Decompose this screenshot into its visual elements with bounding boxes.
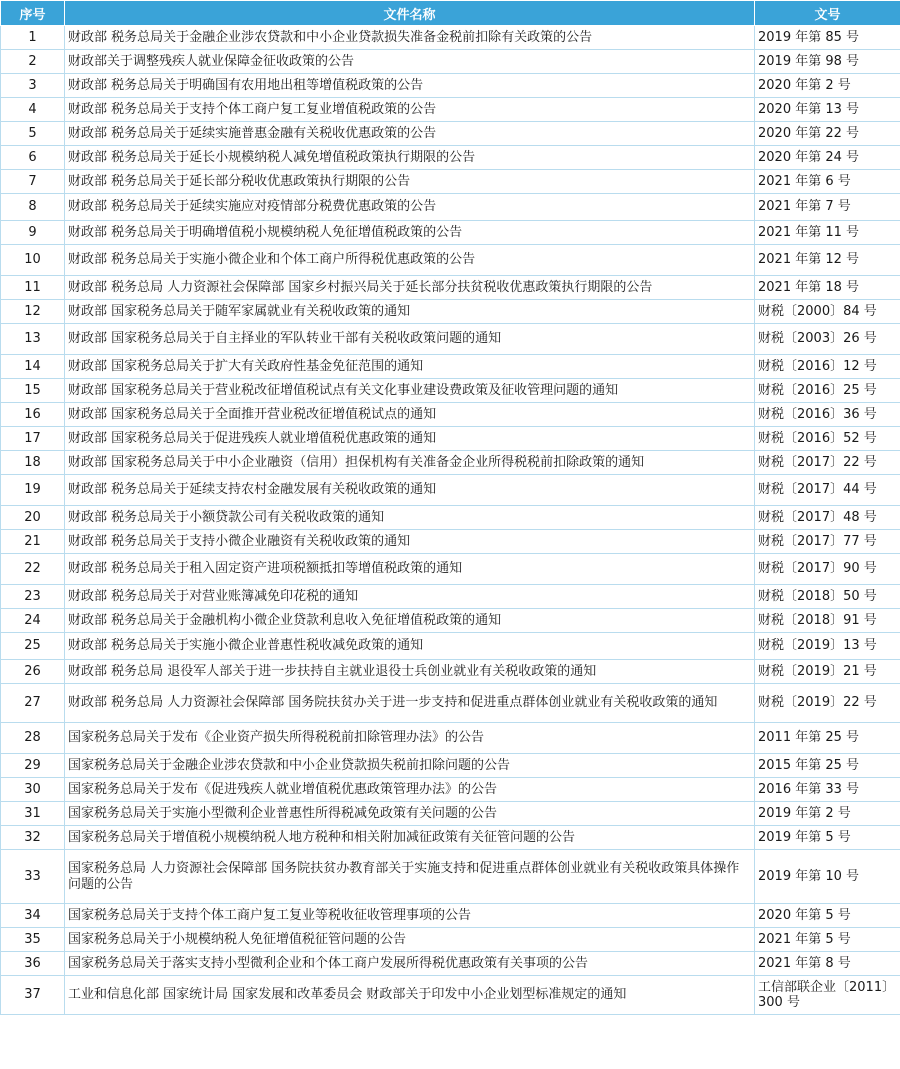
- row-document-number: 财税〔2003〕26 号: [755, 324, 900, 355]
- table-row: [1, 754, 900, 778]
- row-serial-number: 21: [1, 530, 65, 554]
- row-document-name: 财政部关于调整残疾人就业保障金征收政策的公告: [65, 50, 755, 74]
- row-document-number: 2020 年第 5 号: [755, 904, 900, 928]
- row-serial-number: 19: [1, 475, 65, 506]
- row-document-number: 财税〔2016〕12 号: [755, 355, 900, 379]
- row-serial-number: 8: [1, 194, 65, 221]
- row-document-name: 财政部 税务总局关于明确增值税小规模纳税人免征增值税政策的公告: [65, 221, 755, 245]
- table-row: [1, 194, 900, 221]
- row-serial-number: 7: [1, 170, 65, 194]
- row-document-name: 财政部 税务总局关于实施小微企业普惠性税收减免政策的通知: [65, 633, 755, 660]
- row-document-number: 财税〔2017〕77 号: [755, 530, 900, 554]
- row-document-number: 2019 年第 98 号: [755, 50, 900, 74]
- row-document-number: 财税〔2017〕22 号: [755, 451, 900, 475]
- table-row: [1, 633, 900, 660]
- row-serial-number: 15: [1, 379, 65, 403]
- row-document-name: 财政部 税务总局关于明确国有农用地出租等增值税政策的公告: [65, 74, 755, 98]
- row-document-name: 财政部 税务总局关于支持个体工商户复工复业增值税政策的公告: [65, 98, 755, 122]
- row-serial-number: 16: [1, 403, 65, 427]
- row-serial-number: 23: [1, 585, 65, 609]
- row-serial-number: 24: [1, 609, 65, 633]
- table-row: [1, 98, 900, 122]
- table-row: [1, 427, 900, 451]
- row-document-name: 财政部 税务总局关于支持小微企业融资有关税收政策的通知: [65, 530, 755, 554]
- row-serial-number: 9: [1, 221, 65, 245]
- row-document-number: 2016 年第 33 号: [755, 778, 900, 802]
- row-document-name: 财政部 税务总局关于小额贷款公司有关税收政策的通知: [65, 506, 755, 530]
- row-document-name: 财政部 税务总局关于延续实施普惠金融有关税收优惠政策的公告: [65, 122, 755, 146]
- row-document-name: 国家税务总局关于实施小型微利企业普惠性所得税减免政策有关问题的公告: [65, 802, 755, 826]
- row-serial-number: 20: [1, 506, 65, 530]
- row-document-name: 工业和信息化部 国家统计局 国家发展和改革委员会 财政部关于印发中小企业划型标准规定的通知: [65, 976, 755, 1015]
- table-row: [1, 245, 900, 276]
- row-document-number: 2021 年第 5 号: [755, 928, 900, 952]
- row-serial-number: 5: [1, 122, 65, 146]
- row-document-number: 财税〔2016〕25 号: [755, 379, 900, 403]
- table-row: [1, 904, 900, 928]
- row-serial-number: 30: [1, 778, 65, 802]
- row-document-name: 财政部 国家税务总局关于促进残疾人就业增值税优惠政策的通知: [65, 427, 755, 451]
- row-document-number: 2019 年第 85 号: [755, 26, 900, 50]
- table-row: [1, 74, 900, 98]
- row-serial-number: 14: [1, 355, 65, 379]
- row-document-name: 财政部 国家税务总局关于扩大有关政府性基金免征范围的通知: [65, 355, 755, 379]
- table-row: [1, 802, 900, 826]
- row-document-number: 财税〔2017〕44 号: [755, 475, 900, 506]
- row-serial-number: 32: [1, 826, 65, 850]
- header-serial-number: 序号: [1, 1, 65, 26]
- row-document-name: 国家税务总局关于发布《企业资产损失所得税税前扣除管理办法》的公告: [65, 723, 755, 754]
- row-document-number: 财税〔2016〕52 号: [755, 427, 900, 451]
- row-document-name: 财政部 国家税务总局关于全面推开营业税改征增值税试点的通知: [65, 403, 755, 427]
- header-document-number: 文号: [755, 1, 900, 26]
- table-row: [1, 26, 900, 50]
- table-body: [1, 26, 900, 1015]
- table-row: [1, 122, 900, 146]
- row-serial-number: 13: [1, 324, 65, 355]
- table-header-row: [1, 1, 900, 26]
- table-row: [1, 379, 900, 403]
- row-document-number: 财税〔2017〕48 号: [755, 506, 900, 530]
- table-row: [1, 684, 900, 723]
- row-document-name: 财政部 国家税务总局关于营业税改征增值税试点有关文化事业建设费政策及征收管理问题的通知: [65, 379, 755, 403]
- table-row: [1, 976, 900, 1015]
- table-row: [1, 723, 900, 754]
- row-serial-number: 12: [1, 300, 65, 324]
- table-row: [1, 585, 900, 609]
- row-document-number: 2020 年第 13 号: [755, 98, 900, 122]
- row-document-name: 国家税务总局关于小规模纳税人免征增值税征管问题的公告: [65, 928, 755, 952]
- row-serial-number: 31: [1, 802, 65, 826]
- row-document-name: 财政部 国家税务总局关于中小企业融资（信用）担保机构有关准备金企业所得税税前扣除政策的通知: [65, 451, 755, 475]
- header-document-name: 文件名称: [65, 1, 755, 26]
- row-document-number: 2021 年第 8 号: [755, 952, 900, 976]
- row-serial-number: 37: [1, 976, 65, 1015]
- table-row: [1, 324, 900, 355]
- row-serial-number: 33: [1, 850, 65, 904]
- row-serial-number: 4: [1, 98, 65, 122]
- row-document-name: 财政部 税务总局 人力资源社会保障部 国家乡村振兴局关于延长部分扶贫税收优惠政策执行期限的公告: [65, 276, 755, 300]
- row-document-number: 财税〔2019〕21 号: [755, 660, 900, 684]
- row-document-name: 财政部 税务总局 人力资源社会保障部 国务院扶贫办关于进一步支持和促进重点群体创业就业有关税收政策的通知: [65, 684, 755, 723]
- row-document-number: 2021 年第 12 号: [755, 245, 900, 276]
- row-serial-number: 11: [1, 276, 65, 300]
- row-document-name: 国家税务总局 人力资源社会保障部 国务院扶贫办教育部关于实施支持和促进重点群体创业就业有关税收政策具体操作问题的公告: [65, 850, 755, 904]
- row-document-number: 2021 年第 7 号: [755, 194, 900, 221]
- table-row: [1, 660, 900, 684]
- row-serial-number: 1: [1, 26, 65, 50]
- table-row: [1, 778, 900, 802]
- row-serial-number: 25: [1, 633, 65, 660]
- row-document-number: 2021 年第 6 号: [755, 170, 900, 194]
- row-document-number: 工信部联企业〔2011〕300 号: [755, 976, 900, 1015]
- row-document-number: 财税〔2018〕50 号: [755, 585, 900, 609]
- table-row: [1, 928, 900, 952]
- table-row: [1, 300, 900, 324]
- row-serial-number: 17: [1, 427, 65, 451]
- row-serial-number: 18: [1, 451, 65, 475]
- row-document-number: 财税〔2019〕13 号: [755, 633, 900, 660]
- row-serial-number: 3: [1, 74, 65, 98]
- row-document-number: 2019 年第 2 号: [755, 802, 900, 826]
- row-serial-number: 26: [1, 660, 65, 684]
- row-document-number: 2020 年第 2 号: [755, 74, 900, 98]
- row-document-name: 国家税务总局关于金融企业涉农贷款和中小企业贷款损失税前扣除问题的公告: [65, 754, 755, 778]
- row-document-number: 2021 年第 11 号: [755, 221, 900, 245]
- row-document-name: 财政部 税务总局关于延续支持农村金融发展有关税收政策的通知: [65, 475, 755, 506]
- table-row: [1, 475, 900, 506]
- row-serial-number: 22: [1, 554, 65, 585]
- row-document-number: 2015 年第 25 号: [755, 754, 900, 778]
- table-row: [1, 850, 900, 904]
- row-document-number: 财税〔2019〕22 号: [755, 684, 900, 723]
- row-serial-number: 6: [1, 146, 65, 170]
- row-document-name: 财政部 税务总局关于延长部分税收优惠政策执行期限的公告: [65, 170, 755, 194]
- table-row: [1, 952, 900, 976]
- row-document-number: 2020 年第 24 号: [755, 146, 900, 170]
- table-row: [1, 355, 900, 379]
- table-row: [1, 50, 900, 74]
- table-row: [1, 276, 900, 300]
- table-row: [1, 451, 900, 475]
- row-serial-number: 34: [1, 904, 65, 928]
- row-serial-number: 2: [1, 50, 65, 74]
- row-document-name: 国家税务总局关于落实支持小型微利企业和个体工商户发展所得税优惠政策有关事项的公告: [65, 952, 755, 976]
- row-document-number: 财税〔2017〕90 号: [755, 554, 900, 585]
- table-row: [1, 826, 900, 850]
- row-document-number: 财税〔2018〕91 号: [755, 609, 900, 633]
- row-document-name: 财政部 国家税务总局关于自主择业的军队转业干部有关税收政策问题的通知: [65, 324, 755, 355]
- row-document-number: 2020 年第 22 号: [755, 122, 900, 146]
- row-document-name: 财政部 税务总局关于延续实施应对疫情部分税费优惠政策的公告: [65, 194, 755, 221]
- row-document-name: 财政部 税务总局关于金融企业涉农贷款和中小企业贷款损失准备金税前扣除有关政策的公告: [65, 26, 755, 50]
- row-document-name: 财政部 税务总局 退役军人部关于进一步扶持自主就业退役士兵创业就业有关税收政策的通知: [65, 660, 755, 684]
- row-serial-number: 29: [1, 754, 65, 778]
- row-document-name: 国家税务总局关于增值税小规模纳税人地方税种和相关附加减征政策有关征管问题的公告: [65, 826, 755, 850]
- row-document-name: 财政部 国家税务总局关于随军家属就业有关税收政策的通知: [65, 300, 755, 324]
- table-row: [1, 530, 900, 554]
- row-document-name: 财政部 税务总局关于租入固定资产进项税额抵扣等增值税政策的通知: [65, 554, 755, 585]
- row-document-name: 财政部 税务总局关于延长小规模纳税人减免增值税政策执行期限的公告: [65, 146, 755, 170]
- row-document-number: 2019 年第 10 号: [755, 850, 900, 904]
- table-row: [1, 170, 900, 194]
- table-row: [1, 221, 900, 245]
- row-serial-number: 36: [1, 952, 65, 976]
- row-document-name: 财政部 税务总局关于实施小微企业和个体工商户所得税优惠政策的公告: [65, 245, 755, 276]
- row-document-name: 财政部 税务总局关于金融机构小微企业贷款利息收入免征增值税政策的通知: [65, 609, 755, 633]
- row-document-number: 财税〔2016〕36 号: [755, 403, 900, 427]
- row-document-name: 国家税务总局关于支持个体工商户复工复业等税收征收管理事项的公告: [65, 904, 755, 928]
- row-document-number: 2019 年第 5 号: [755, 826, 900, 850]
- row-serial-number: 35: [1, 928, 65, 952]
- row-document-name: 国家税务总局关于发布《促进残疾人就业增值税优惠政策管理办法》的公告: [65, 778, 755, 802]
- table-row: [1, 554, 900, 585]
- table-row: [1, 403, 900, 427]
- table-row: [1, 146, 900, 170]
- row-serial-number: 27: [1, 684, 65, 723]
- row-serial-number: 28: [1, 723, 65, 754]
- table-row: [1, 609, 900, 633]
- row-document-number: 2021 年第 18 号: [755, 276, 900, 300]
- row-document-number: 2011 年第 25 号: [755, 723, 900, 754]
- table-row: [1, 506, 900, 530]
- row-serial-number: 10: [1, 245, 65, 276]
- row-document-name: 财政部 税务总局关于对营业账簿减免印花税的通知: [65, 585, 755, 609]
- row-document-number: 财税〔2000〕84 号: [755, 300, 900, 324]
